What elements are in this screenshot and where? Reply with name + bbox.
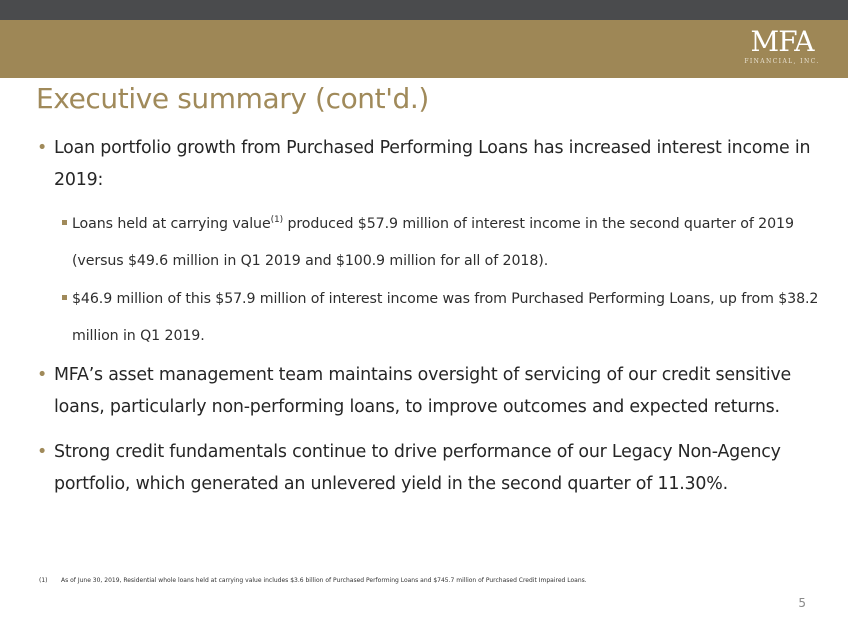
footnote-reference: (1) <box>270 215 284 225</box>
sub-bullet-purchased-performing <box>62 281 834 355</box>
logo-subtitle: FINANCIAL, INC. <box>744 58 820 65</box>
bullet-text: MFA’s asset management team maintains oversight of servicing of our credit sensitive loans, particularly non-performing loans, to improve outcomes and expected returns. <box>54 365 792 417</box>
footnote-marker: (1) <box>39 577 48 584</box>
company-logo <box>736 25 828 66</box>
bullet-credit-fundamentals <box>34 436 834 500</box>
sub-bullet-text: Loans held at carrying value <box>72 216 271 232</box>
sub-bullet-text: $46.9 million of this $57.9 million of interest income was from Purchased Performing Loans, up from $38.2 million in Q1 2019. <box>72 291 819 344</box>
bullet-text: Strong credit fundamentals continue to drive performance of our Legacy Non-Agency portfolio, which generated an unlevered yield in the second quarter of 11.30%. <box>54 442 781 494</box>
bullet-text: Loan portfolio growth from Purchased Performing Loans has increased interest income in 2019: <box>54 138 811 190</box>
slide-body <box>34 132 834 513</box>
header-band <box>0 20 848 78</box>
logo-mark: MFA <box>750 25 814 58</box>
sub-bullet-carrying-value <box>62 206 834 280</box>
top-bar <box>0 0 848 20</box>
footnote <box>39 577 587 584</box>
slide-title: Executive summary (cont'd.) <box>36 82 429 115</box>
bullet-asset-management <box>34 359 834 423</box>
footnote-text: As of June 30, 2019, Residential whole loans held at carrying value includes $3.6 billion of Purchased Performing Loans and $745.7 million of Purchased Credit Impaired Loans. <box>61 577 587 584</box>
sub-bullet-text: produced $57.9 million of interest income in the second quarter of 2019 (versus $49.6 million in Q1 2019 and $100.9 million for all of 2018). <box>72 216 794 269</box>
bullet-loan-growth <box>34 132 834 196</box>
page-number: 5 <box>798 596 806 610</box>
